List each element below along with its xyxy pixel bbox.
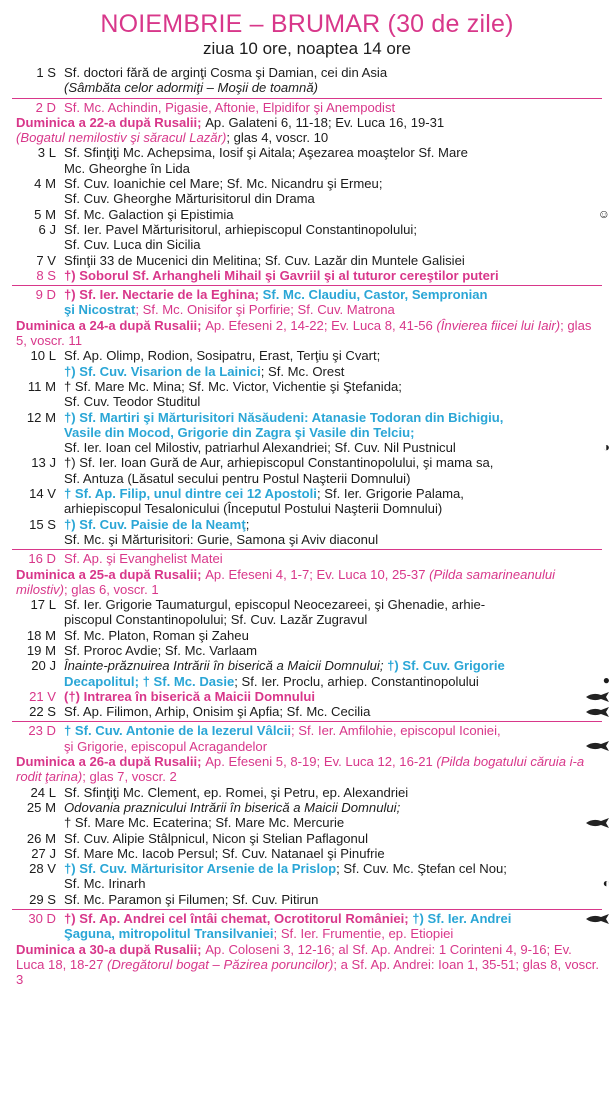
day-row (0, 176, 614, 207)
day-label: 3 L (37, 145, 56, 161)
day-label: 15 S (29, 516, 56, 532)
day-row (0, 643, 614, 658)
day-label: 26 M (26, 830, 56, 846)
fish-icon (584, 739, 610, 754)
day-row (0, 892, 614, 907)
entry-line: † Sf. Mare Mc. Mina; Sf. Mc. Victor, Vichentie şi Ştefanida; (64, 378, 402, 394)
day-label: 23 D (28, 723, 56, 739)
day-row (0, 704, 614, 719)
entry-line: Sf. Cuv. Gheorghe Mărturisitorul din Drama (64, 191, 315, 207)
day-row: 28 V †) Sf. Cuv. Mărturisitor Arsenie de la Prislop; Sf. Cuv. Mc. Ştefan cel Nou; Sf. Mc. Irinarh ◐ (0, 861, 614, 892)
day-label: 5 M (34, 206, 56, 222)
sunday-readings: Duminica a 22-a după Rusalii; Ap. Galateni 6, 11-18; Ev. Luca 16, 19-31 (Bogatul nemilostiv şi săracul Lazăr); glas 4, voscr. 10 (16, 114, 445, 146)
sunday-divider (12, 285, 602, 286)
day-row (0, 628, 614, 643)
entry-line: Sf. Cuv. Teodor Studitul (64, 394, 201, 410)
entry-line: Sf. Sfinţiţi Mc. Achepsima, Iosif şi Aitala; Aşezarea moaştelor Sf. Mare (64, 145, 468, 161)
day-row (0, 597, 614, 628)
sunday-readings: Duminica a 26-a după Rusalii; Ap. Efeseni 5, 8-19; Ev. Luca 12, 16-21 (Pilda bogatului căruia i-a rodit ţarina); glas 7, voscr. 2 (16, 754, 585, 785)
day-row: 9 D †) Sf. Ier. Nectarie de la Eghina; Sf. Mc. Claudiu, Castor, Sempronian şi Nicostrat; Sf. Mc. Onisifor şi Porfirie; Sf. Cuv. Matrona (0, 287, 614, 318)
smiley-icon: ☺ (597, 206, 610, 221)
entry-line: (Sâmbăta celor adormiţi – Moşii de toamnă) (64, 80, 318, 96)
day-row (0, 145, 614, 176)
entry-line: Sf. Antuza (Lăsatul secului pentru Postul Naşterii Domnului) (64, 470, 411, 486)
sunday-divider (12, 721, 602, 722)
sunday-divider (12, 909, 602, 910)
day-row (0, 253, 614, 268)
day-row: 10 L Sf. Ap. Olimp, Rodion, Sosipatru, Erast, Terţiu şi Cvart; †) Sf. Cuv. Visarion de la Lainici; Sf. Mc. Orest (0, 348, 614, 379)
entry-line: Sf. Sfinţiţi Mc. Clement, ep. Romei, şi Petru, ep. Alexandriei (64, 784, 409, 800)
day-label: 7 V (36, 252, 56, 268)
day-label: 19 M (26, 642, 56, 658)
day-row (0, 65, 614, 96)
entry-line: Sf. Ap. Filimon, Arhip, Onisim şi Apfia; Sf. Mc. Cecilia (64, 704, 371, 720)
day-label: 25 M (26, 799, 56, 815)
day-label: 28 V (29, 861, 56, 877)
day-label: 9 D (35, 287, 56, 303)
sunday-readings: Duminica a 25-a după Rusalii; Ap. Efeseni 4, 1-7; Ev. Luca 10, 25-37 (Pilda samarineanului milostiv); glas 6, voscr. 1 (16, 566, 556, 597)
entry-line: Sf. Mc. Paramon şi Filumen; Sf. Cuv. Pitirun (64, 891, 319, 907)
day-row: 12 M †) Sf. Martiri şi Mărturisitori Năsăudeni: Atanasie Todoran din Bichigiu, Vasile din Mocod, Grigorie din Zagra şi Vasile din Telciu; Sf. Ier. Ioan cel Milostiv, patriarhul Alexandriei; Sf. Cuv. Nil Pustnicul ◑ (0, 410, 614, 456)
day-label: 10 L (30, 348, 56, 364)
day-row (0, 268, 614, 283)
entry-line: Sf. Mc. Galaction şi Epistimia (64, 206, 234, 222)
entry-line: Sf. Mc. Platon, Roman şi Zaheu (64, 627, 249, 643)
day-label: 4 M (34, 176, 56, 192)
day-label: 20 J (31, 658, 56, 674)
full-moon-icon: ● (602, 673, 610, 688)
fish-icon (584, 705, 610, 720)
day-row (0, 455, 614, 486)
day-label: 1 S (36, 65, 56, 80)
entry-line: piscopul Constantinopolului; Sf. Cuv. Lazăr Zugravul (64, 612, 368, 628)
entry-line: Sf. Mc. Achindin, Pigasie, Aftonie, Elpidifor şi Anempodist (64, 99, 396, 115)
day-row: 23 D † Sf. Cuv. Antonie de la Iezerul Vâlcii; Sf. Ier. Amfilohie, episcopul Iconiei, şi Grigorie, episcopul Acragandelor (0, 723, 614, 754)
day-label: 27 J (31, 845, 56, 861)
day-row (0, 379, 614, 410)
day-label: 17 L (30, 597, 56, 613)
day-label: 22 S (29, 704, 56, 720)
day-label: 24 L (30, 784, 56, 800)
day-label: 2 D (35, 99, 56, 115)
day-row (0, 100, 614, 115)
entry-line: Mc. Gheorghe în Lida (64, 160, 190, 176)
moon-first-quarter-icon: ◑ (602, 439, 610, 454)
day-row: 30 D †) Sf. Ap. Andrei cel întâi chemat, Ocrotitorul României; †) Sf. Ier. Andrei Şaguna, mitropolitul Transilvaniei; Sf. Ier. Frumentie, ep. Etiopiei (0, 911, 614, 942)
day-label: 8 S (36, 267, 56, 283)
entry-line: Sf. Cuv. Luca din Sicilia (64, 237, 201, 253)
entry-line: †) Soborul Sf. Arhangheli Mihail şi Gavriil şi al tuturor cereştilor puteri (64, 267, 499, 283)
page-title: NOIEMBRIE – BRUMAR (30 de zile) (100, 10, 514, 38)
day-label: 13 J (31, 455, 56, 471)
fish-icon (584, 816, 610, 831)
entry-line: (†) Intrarea în biserică a Maicii Domnului (64, 688, 316, 704)
sunday-readings: Duminica a 24-a după Rusalii; Ap. Efeseni 2, 14-22; Ev. Luca 8, 41-56 (Învierea fiicei lui Iair); glas 5, voscr. 11 (16, 317, 592, 349)
day-row (0, 207, 614, 222)
entry-line: Sf. Ap. şi Evanghelist Matei (64, 551, 223, 567)
day-row (0, 831, 614, 846)
day-row (0, 846, 614, 861)
day-row: 15 S †) Sf. Cuv. Paisie de la Neamţ; Sf. Mc. şi Mărturisitori: Gurie, Samona şi Aviv diaconul (0, 517, 614, 548)
entry-line: Sf. Proroc Avdie; Sf. Mc. Varlaam (64, 642, 258, 658)
entry-line: Sfinţii 33 de Mucenici din Melitina; Sf. Cuv. Lazăr din Muntele Galisiei (64, 252, 465, 268)
entry-line: Odovania praznicului Intrării în biserică a Maicii Domnului; (64, 799, 401, 815)
fish-icon (584, 912, 610, 927)
day-label: 18 M (26, 627, 56, 643)
day-label: 30 D (28, 911, 56, 927)
day-row (0, 689, 614, 704)
day-row: 14 V † Sf. Ap. Filip, unul dintre cei 12 Apostoli; Sf. Ier. Grigorie Palama, arhiepiscopul Tesalonicului (Începutul Postului Naşterii Domnului) (0, 486, 614, 517)
day-label: 29 S (29, 891, 56, 907)
sunday-divider (12, 549, 602, 550)
entry-line: Sf. Ap. Olimp, Rodion, Sosipatru, Erast, Terţiu şi Cvart; (64, 348, 381, 364)
entry-line: Sf. Mare Mc. Iacob Persul; Sf. Cuv. Natanael şi Pinufrie (64, 845, 385, 861)
day-label: 21 V (29, 688, 56, 704)
day-label: 14 V (29, 486, 56, 502)
entry-line: Sf. Cuv. Alipie Stâlpnicul, Nicon şi Stelian Paflagonul (64, 830, 368, 846)
day-row (0, 800, 614, 831)
sunday-divider (12, 98, 602, 99)
entry-line: Sf. doctori fără de arginţi Cosma şi Damian, cei din Asia (64, 65, 388, 80)
day-row (0, 785, 614, 800)
entry-line: Sf. Cuv. Ioanichie cel Mare; Sf. Mc. Nicandru şi Ermeu; (64, 176, 383, 192)
day-row (0, 222, 614, 253)
fish-icon (584, 690, 610, 705)
entry-line: Sf. Ier. Pavel Mărturisitorul, arhiepiscopul Constantinopolului; (64, 221, 417, 237)
day-row: 20 J Înainte-prăznuirea Intrării în biserică a Maicii Domnului; †) Sf. Cuv. Grigorie Decapolitul; † Sf. Mc. Dasie; Sf. Ier. Proclu, arhiep. Constantinopolului ● (0, 658, 614, 689)
day-label: 11 M (27, 378, 56, 394)
day-row (0, 551, 614, 566)
page-subtitle: ziua 10 ore, noaptea 14 ore (203, 39, 411, 58)
day-label: 16 D (28, 551, 56, 567)
entry-line: † Sf. Mare Mc. Ecaterina; Sf. Mare Mc. Mercurie (64, 815, 345, 831)
moon-last-quarter-icon: ◐ (602, 876, 610, 891)
day-label: 12 M (26, 409, 56, 425)
entry-line: †) Sf. Ier. Ioan Gură de Aur, arhiepiscopul Constantinopolului, şi mama sa, (64, 455, 494, 471)
sunday-readings: Duminica a 30-a după Rusalii; Ap. Coloseni 3, 12-16; al Sf. Ap. Andrei: 1 Corinteni 4, 9-16; Ev. Luca 18, 18-27 (Dregătorul bogat – Păzirea poruncilor); a Sf. Ap. Andrei: Ioan 1, 35-51; glas 8, voscr. 3 (16, 941, 600, 988)
day-label: 6 J (38, 221, 56, 237)
calendar-entries (0, 65, 614, 988)
entry-line: Sf. Ier. Grigorie Taumaturgul, episcopul Neocezareei, şi Ghenadie, arhie- (64, 597, 486, 613)
